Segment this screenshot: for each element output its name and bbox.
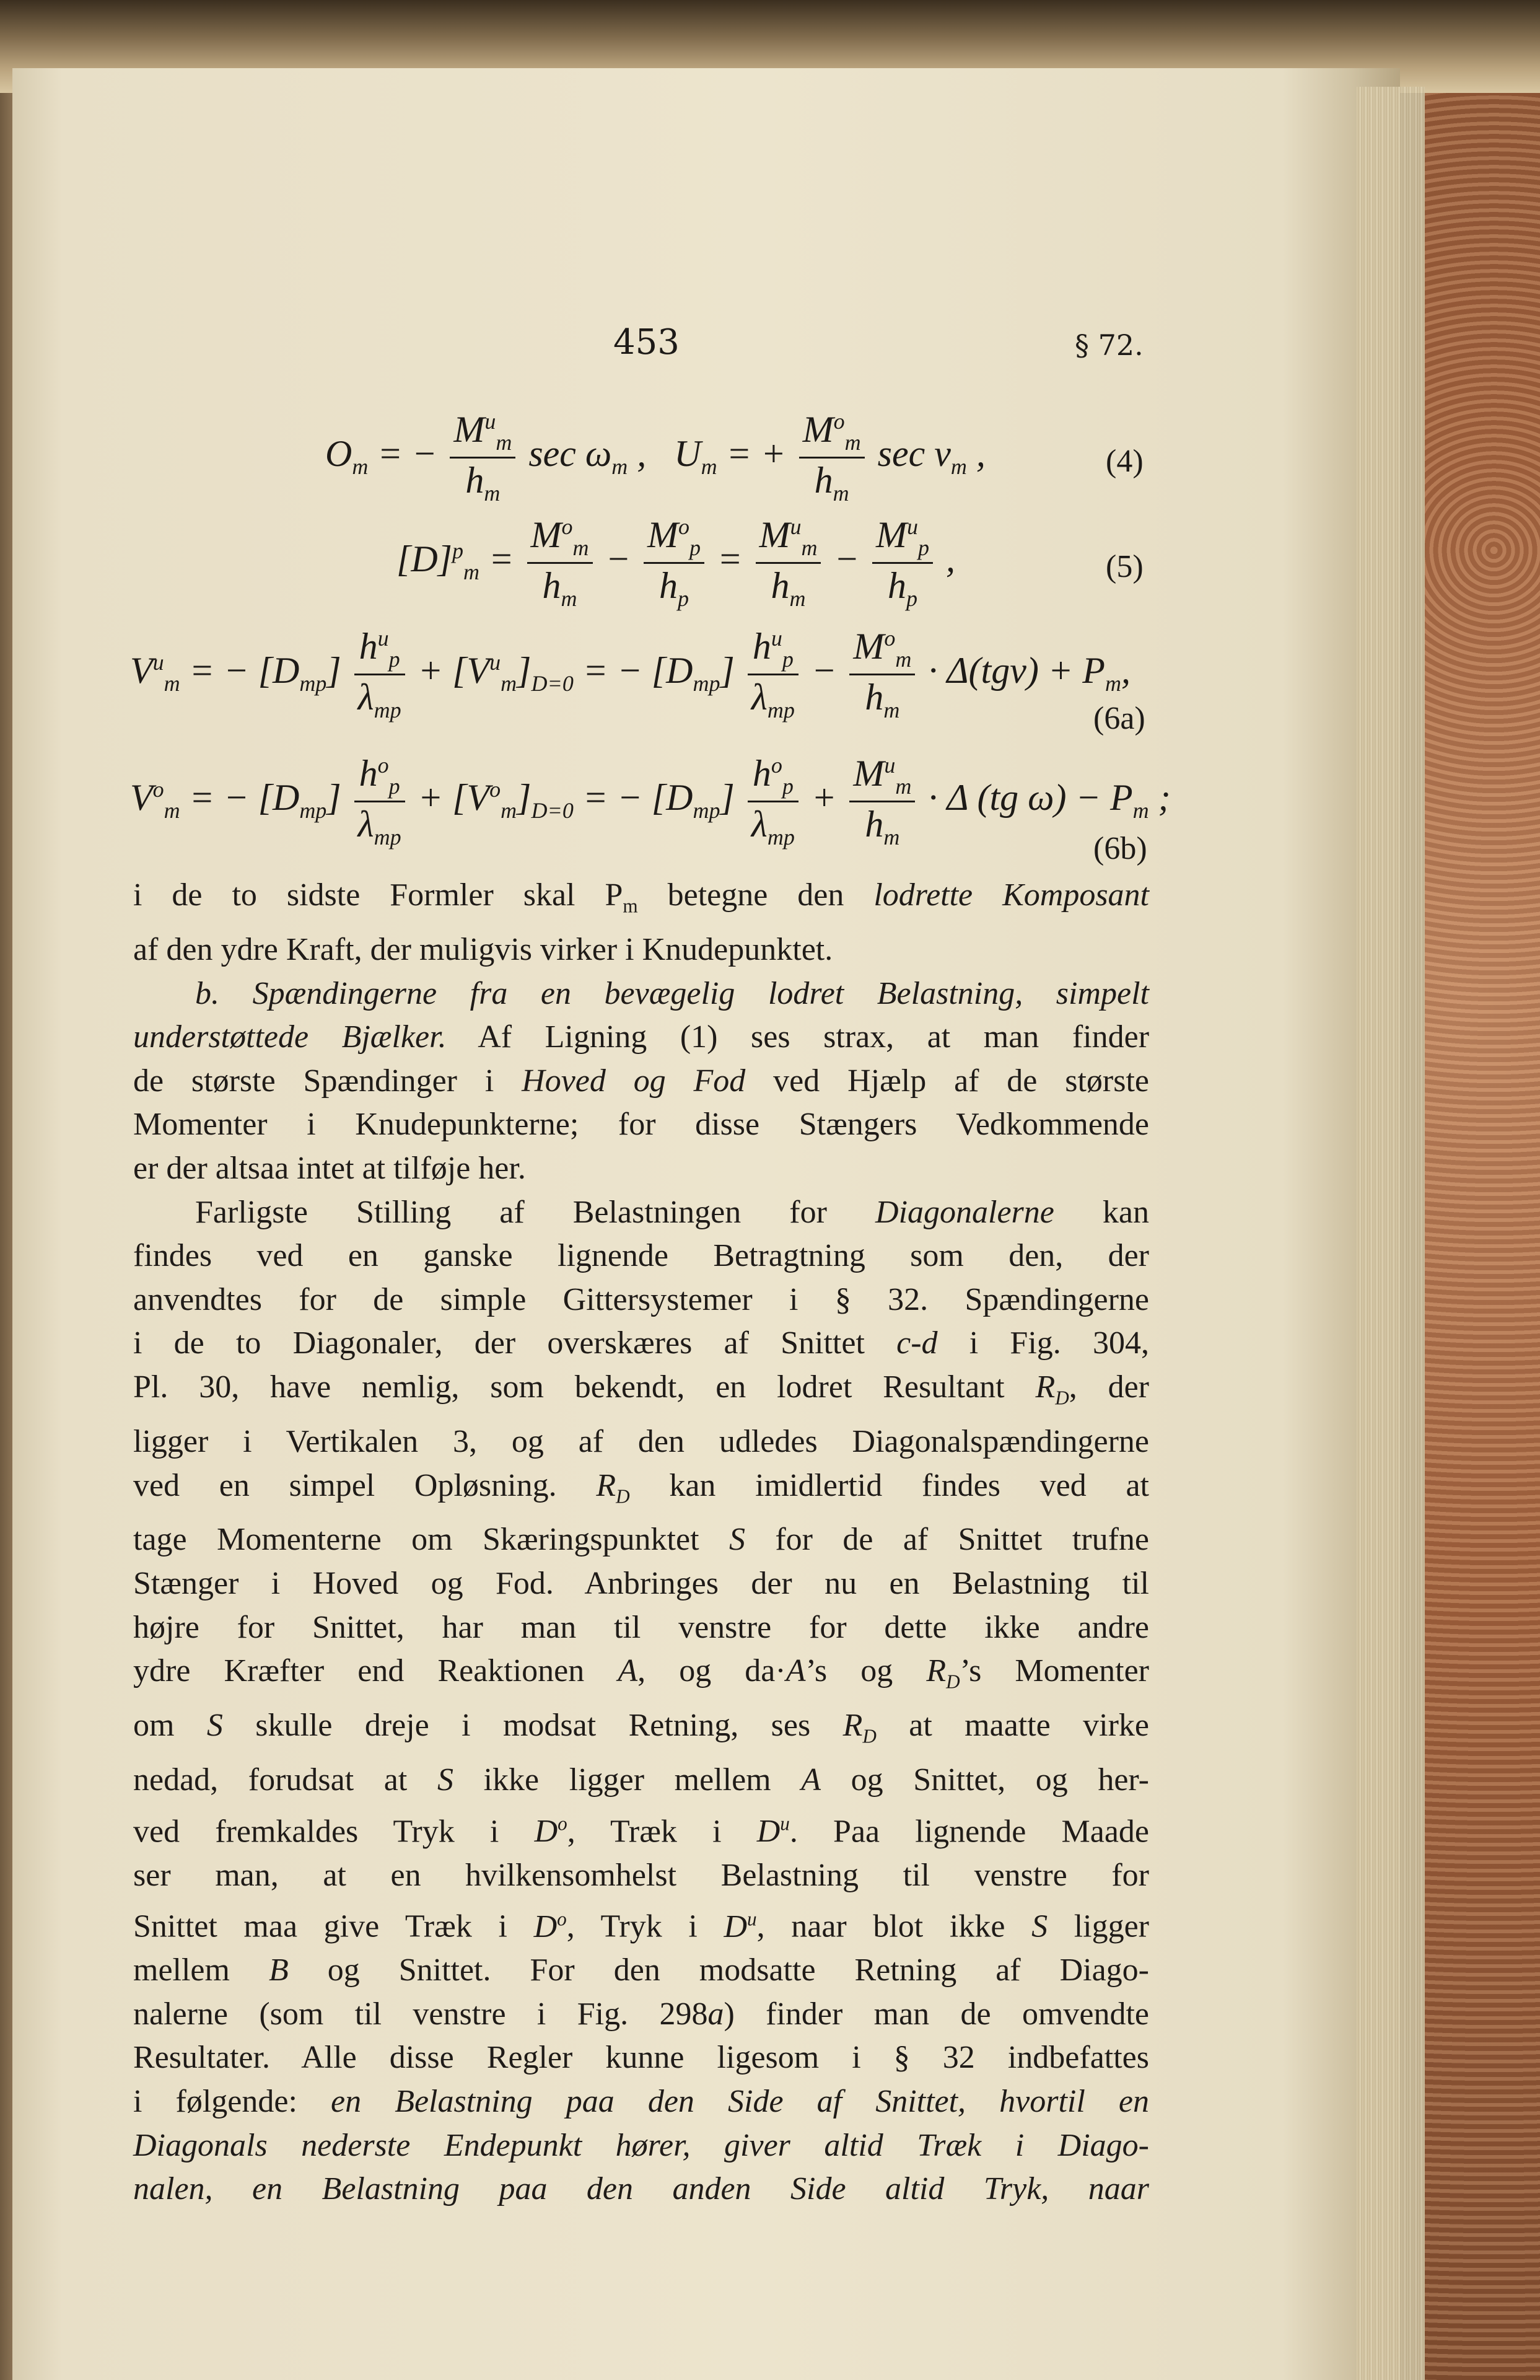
- text-line: i følgende: en Belastning paa den Side af Snittet, hvortil en: [133, 2084, 1149, 2120]
- equation-6a: $V^u_m$ = − $[D_{mp}]$ $\frac{h^u_p}{\lambda_{mp}}$ + $[V^u_m]_{D=0}$ = − $[D_{mp}]$ $\frac{h^u_p}{\lambda_{mp}}$ − $\frac{M^o_m}{h_m}$ · $\Delta(tg\nu) + P_m$,: [130, 626, 1131, 722]
- text-line: Resultater. Alle disse Regler kunne ligesom i § 32 indbefattes: [133, 2040, 1149, 2076]
- equation-4: $O_m$ = − $\frac{M^u_m}{h_m}$ $\sec \omega_m$ , $U_m$ = + $\frac{M^o_m}{h_m}$ $\sec \nu_m$ ,: [325, 409, 986, 506]
- text-line: i de to Diagonaler, der overskæres af Snittet c-d i Fig. 304,: [133, 1325, 1149, 1361]
- text-line: ser man, at en hvilkensomhelst Belastning til venstre for: [133, 1857, 1149, 1893]
- equation-number-5: (5): [1106, 549, 1144, 584]
- text-line: tage Momenterne om Skæringspunktet S for de af Snittet trufne: [133, 1522, 1150, 1558]
- equation-number-4: (4): [1106, 444, 1144, 479]
- text-line: Snittet maa give Træk i $D^o$, Tryk i $D^u$, naar blot ikke S ligger: [133, 1908, 1149, 1944]
- text-line: ligger i Vertikalen 3, og af den udledes Diagonalspændingerne: [133, 1423, 1149, 1459]
- text-line: Stænger i Hoved og Fod. Anbringes der nu en Belastning til: [133, 1566, 1149, 1602]
- page-stack-edge: [1357, 87, 1425, 2380]
- text-line: Momenter i Knudepunkterne; for disse Stængers Vedkommende: [133, 1107, 1149, 1143]
- text-line: om S skulle dreje i modsat Retning, ses $R_D$ at maatte virke: [133, 1708, 1149, 1747]
- text-line: Pl. 30, have nemlig, som bekendt, en lodret Resultant $R_D$, der: [133, 1369, 1149, 1409]
- equation-6b: $V^o_m$ = − $[D_{mp}]$ $\frac{h^o_p}{\lambda_{mp}}$ + $[V^o_m]_{D=0}$ = − $[D_{mp}]$ $\frac{h^o_p}{\lambda_{mp}}$ + $\frac{M^u_m}{h_m}$ · Δ (tg $\omega) - P_m$ ;: [130, 753, 1171, 850]
- text-line: i de to sidste Formler skal $P_m$ betegne den lodrette Komposant: [133, 877, 1149, 917]
- text-line: nalerne (som til venstre i Fig. 298a) finder man de omvendte: [133, 1996, 1150, 2032]
- text-line: nalen, en Belastning paa den anden Side altid Tryk, naar: [133, 2171, 1149, 2207]
- text-line: understøttede Bjælker. Af Ligning (1) ses strax, at man finder: [133, 1019, 1150, 1055]
- text-line: anvendtes for de simple Gittersystemer i § 32. Spændingerne: [133, 1281, 1149, 1317]
- text-line: ydre Kræfter end Reaktionen A, og da·A’s og $R_D’s$ Momenter: [133, 1653, 1150, 1693]
- text-line: findes ved en ganske lignende Betragtning som den, der: [133, 1238, 1149, 1274]
- text-line: mellem B og Snittet. For den modsatte Retning af Diago-: [133, 1952, 1149, 1988]
- body-text: [133, 874, 1149, 2211]
- text-line: er der altsaa intet at tilføje her.: [133, 1150, 526, 1186]
- section-marker: § 72.: [1075, 328, 1144, 362]
- text-line: af den ydre Kraft, der muligvis virker i Knudepunktet.: [133, 931, 833, 967]
- text-line: nedad, forudsat at S ikke ligger mellem A og Snittet, og her-: [133, 1762, 1149, 1798]
- text-line: højre for Snittet, har man til venstre for dette ikke andre: [133, 1609, 1149, 1645]
- text-line: de største Spændinger i Hoved og Fod ved Hjælp af de største: [133, 1063, 1149, 1099]
- text-line: ved en simpel Opløsning. $R_D$ kan imidlertid findes ved at: [133, 1467, 1149, 1507]
- equation-number-6b: (6b): [1093, 831, 1147, 866]
- page-number: 453: [613, 322, 680, 362]
- text-line: Diagonals nederste Endepunkt hører, giver altid Træk i Diago-: [133, 2127, 1149, 2163]
- text-line: Farligste Stilling af Belastningen for Diagonalerne kan: [195, 1194, 1150, 1230]
- text-line: ved fremkaldes Tryk i $D^o$, Træk i $D^u$. Paa lignende Maade: [133, 1812, 1150, 1850]
- equation-5: $[D]^p_m$ = $\frac{M^o_m}{h_m}$ − $\frac{M^o_p}{h_p}$ = $\frac{M^u_m}{h_m}$ − $\frac{M^u_p}{h_p}$ ,: [396, 514, 955, 611]
- equation-number-6a: (6a): [1093, 701, 1145, 736]
- text-line: b. Spændingerne fra en bevægelig lodret Belastning, simpelt: [195, 975, 1149, 1011]
- cover-texture: [1425, 93, 1540, 2380]
